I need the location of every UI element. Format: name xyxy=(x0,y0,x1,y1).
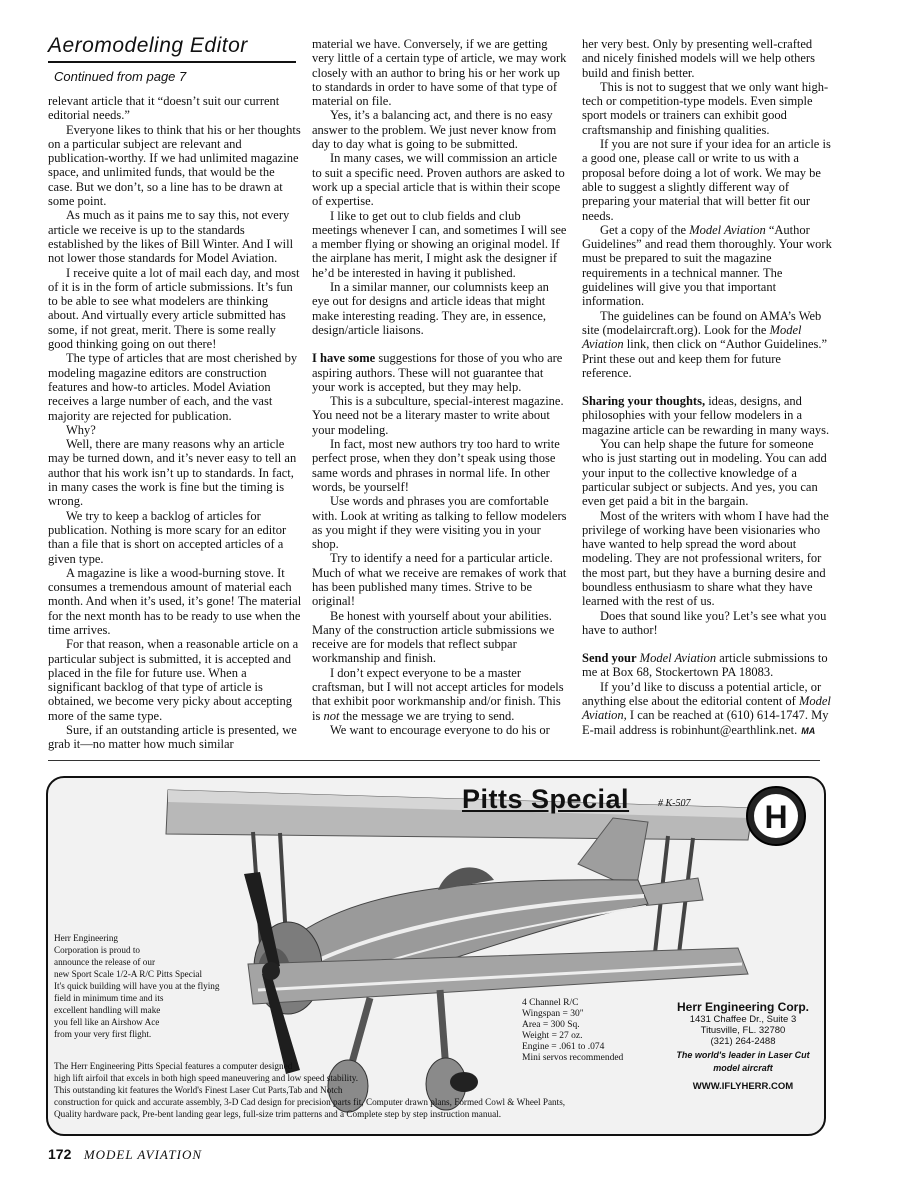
paragraph: Well, there are many reasons why an article may be turned down, and it’s never easy to tell an author that his work isn’t up to standards. In fact, in many cases the work is fine but the timing is wrong. xyxy=(48,437,297,509)
paragraph: For that reason, when a reasonable article on a particular subject is submitted, it is accepted and placed in the file for future use. When a significant backlog of that type of article is obtained, we become very picky about accepting more of the same type. xyxy=(48,637,299,723)
paragraph: relevant article that it “doesn’t suit our current editorial needs.” xyxy=(48,94,280,123)
end-mark: MA xyxy=(801,725,816,736)
paragraph: Does that sound like you? Let’s see what you have to author! xyxy=(582,608,827,637)
company-url: WWW.IFLYHERR.COM xyxy=(692,1081,794,1092)
magazine-name: MODEL AVIATION xyxy=(83,1147,203,1162)
paragraph: Yes, it’s a balancing act, and there is no easy answer to the problem. We just never know from day to day what is going to be submitted. xyxy=(312,108,557,152)
paragraph: This is not to suggest that we only want high-tech or competition-type models. Even simple sport models or trainers can exhibit good craftsmanship and finishing qualities. xyxy=(582,79,829,137)
section-lead: I have some xyxy=(312,351,376,366)
paragraph: I like to get out to club fields and club meetings whenever I can, and sometimes I will see a member flying or showing an original model. If the airplane has merit, I might ask the designer if he’d be interested in having it published. xyxy=(312,208,567,280)
ad-title: Pitts Special xyxy=(462,784,630,814)
article-column-1 xyxy=(48,94,302,752)
ad-intro-text: Herr Engineering Corporation is proud to announce the release of our new Sport Scale 1/2-A R/C Pitts Special It's quick building will have you at the flying field in minimum time and its excellent handling will make you fell like an Airshow Ace from your very first flight. xyxy=(54,933,220,1039)
section-lead: Sharing your thoughts, xyxy=(582,394,706,409)
model-number: # K-507 xyxy=(658,798,691,809)
paragraph: We try to keep a backlog of articles for publication. Nothing is more scary for an editor than a file that is short on accepted articles of a given type. xyxy=(48,508,287,566)
paragraph: Send your Model Aviation article submissions to me at Box 68, Stockertown PA 18083. xyxy=(582,651,828,680)
paragraph: The guidelines can be found on AMA’s Web site (modelaircraft.org). Look for the Model Aviation link, then click on “Author Guidelines.” Print these out and keep them for future reference. xyxy=(582,308,828,380)
paragraph: material we have. Conversely, if we are getting very little of a certain type of article, we may work closely with an author to bring his or her work up to standards in order to have some of that type of material on file. xyxy=(312,37,567,109)
header-rule xyxy=(48,61,296,63)
paragraph: Why? xyxy=(66,422,96,437)
paragraph: The type of articles that are most cherished by modeling magazine editors are construction features and how-to articles. Model Aviation receives a large number of each, and the vast majority are rejected for publication. xyxy=(48,351,298,423)
article-column-2 xyxy=(312,37,568,737)
paragraph: In many cases, we will commission an article to suit a specific need. Proven authors are asked to work up a special article that is within their scope of expertise. xyxy=(312,151,565,209)
paragraph: Use words and phrases you are comfortable with. Look at writing as talking to fellow modelers as you might if they were visiting you in your shop. xyxy=(312,494,567,552)
section-lead: Send your xyxy=(582,651,637,666)
paragraph: I don’t expect everyone to be a master craftsman, but I will not accept articles for models that exhibit poor workmanship and/or finish. This is not the message we are trying to send. xyxy=(312,665,564,723)
ad-specs: 4 Channel R/C Wingspan = 30" Area = 300 Sq. Weight = 27 oz. Engine = .061 to .074 Mini servos recommended xyxy=(522,998,624,1063)
page-divider xyxy=(48,760,820,761)
paragraph: I have some suggestions for those of you who are aspiring authors. These will not guarantee that your work is accepted, but they may help. xyxy=(312,351,563,394)
paragraph: As much as it pains me to say this, not every article we receive is up to the standards established by the likes of Bill Winter. And I will not lower those standards for Model Aviation. xyxy=(48,208,294,266)
company-address: 1431 Chaffee Dr., Suite 3 xyxy=(689,1014,797,1025)
paragraph: her very best. Only by presenting well-crafted and nicely finished models will we help others build and finish better. xyxy=(582,37,815,80)
paragraph: We want to encourage everyone to do his or xyxy=(330,722,550,737)
page-number: 172 xyxy=(48,1146,72,1162)
paragraph: I receive quite a lot of mail each day, and most of it is in the form of article submissions. It’s fun to be able to see what modelers are thinking about. And virtually every article submitted has some, if not great, merit. There is some really good thinking going on out there! xyxy=(48,265,300,352)
paragraph: You can help shape the future for someone who is just starting out in modeling. You can add your input to the collective knowledge of a particular subject or subjects. And yes, you can even get paid a bit in the bargain. xyxy=(582,437,827,509)
paragraph: Be honest with yourself about your abilities. Many of the construction article submissions we receive are for models that reflect subpar workmanship and finish. xyxy=(312,608,555,666)
company-phone: (321) 264-2488 xyxy=(710,1036,776,1047)
company-tagline: The world's leader in Laser Cut xyxy=(676,1050,810,1060)
company-city: Titusville, FL. 32780 xyxy=(700,1025,786,1036)
ad-description: The Herr Engineering Pitts Special features a computer designed high lift airfoil that excels in both high speed maneuvering and low speed stability. This outstanding kit features the World's Finest Laser Cut Parts,Tab and Notch construction for quick and accurate assembly, 3-D Cad design for precision parts fit, Computer drawn plans, Formed Cowl & Wheel Pants, Quality hardware pack, Pre-bent landing gear legs, full-size trim patterns and a Complete step by step instruction manual. xyxy=(54,1061,566,1119)
advertisement xyxy=(46,776,826,1136)
svg-text:H: H xyxy=(764,799,788,835)
company-name: Herr Engineering Corp. xyxy=(676,1000,810,1014)
paragraph: Sharing your thoughts, ideas, designs, and philosophies with your fellow modelers in a magazine article can be rewarding in many ways. xyxy=(582,394,830,437)
paragraph: A magazine is like a wood-burning stove. It consumes a tremendous amount of material each month. And when it’s used, it’s gone! The material for the next month has to be ready to use when the time arrives. xyxy=(48,565,302,637)
paragraph: Get a copy of the Model Aviation “Author Guidelines” and read them thoroughly. Your work must be prepared to suit the magazine requirements in a technical manner. The guidelines will give you that important information. xyxy=(582,222,832,309)
paragraph: If you’d like to discuss a potential article, or anything else about the editorial content of Model Aviation, I can be reached at (610) 614-1747. My E-mail address is robinhunt@earthlink.net. MA xyxy=(582,679,831,737)
paragraph: Most of the writers with whom I have had the privilege of working have been visionaries who have wanted to help spread the word about modeling. They are not professional writers, for the most part, but they have a burning desire and boundless enthusiasm to share what they have learned with the rest of us. xyxy=(582,508,829,609)
paragraph: In fact, most new authors try too hard to write perfect prose, when they don’t speak using those same words and phrases in normal life. In other words, be yourself! xyxy=(312,437,560,494)
paragraph: Everyone likes to think that his or her thoughts on a particular subject are relevant and publication-worthy. If we had unlimited magazine space, and unlimited funds, that would be the case. But we don’t, so a line has to be drawn at some point. xyxy=(48,122,301,209)
herr-logo-icon xyxy=(744,784,808,848)
article-column-3 xyxy=(582,37,832,738)
company-tagline: model aircraft xyxy=(713,1063,773,1073)
page-footer xyxy=(48,1146,202,1164)
paragraph: In a similar manner, our columnists keep an eye out for designs and article ideas that might make interesting reading. They are, in essence, design/article liaisons. xyxy=(312,280,549,337)
column-header xyxy=(48,34,296,84)
continued-from: Continued from page 7 xyxy=(54,69,187,84)
header-title: Aeromodeling Editor xyxy=(48,34,248,57)
paragraph: This is a subculture, special-interest magazine. You need not be a literary master to write about your modeling. xyxy=(312,394,564,437)
paragraph: Try to identify a need for a particular article. Much of what we receive are remakes of work that has been published many times. Strive to be original! xyxy=(312,551,567,609)
paragraph: If you are not sure if your idea for an article is a good one, please call or write to us with a proposal before doing a lot of work. We may be able to suggest a slightly different way of preparing your material that will better fit our needs. xyxy=(582,137,831,223)
paragraph: Sure, if an outstanding article is presented, we grab it—no matter how much similar xyxy=(48,723,297,752)
